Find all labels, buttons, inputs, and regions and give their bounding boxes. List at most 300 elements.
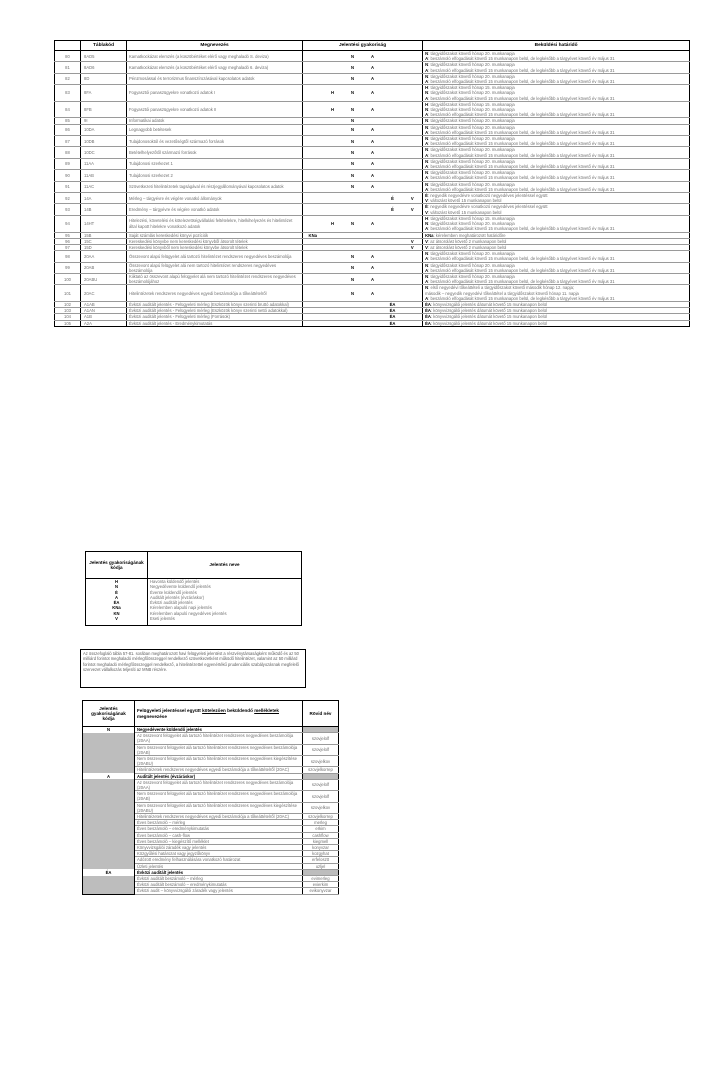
legend-name: Kérelemben alapuló negyedéves jelentés [150,610,227,616]
header-deadline: Beküldési határidő [423,41,690,51]
frequency-cell [303,193,323,204]
frequency-cell [303,124,323,135]
deadline-line [425,198,687,203]
attachment-code: A [83,773,135,779]
table-code: 11AC [81,181,127,192]
table-code: 11AB [81,170,127,181]
frequency-cell [383,170,403,181]
header-frequency: Jelentési gyakoriság [303,41,423,51]
deadline-code: V [425,244,428,250]
deadline-cell [423,136,690,147]
legend-spacer-row [86,621,302,625]
attachment-description: Nem összevont felügyelet alá tartozó hitelintézet rendszeres negyedéves beszámolója (20AB) [135,791,303,802]
deadline-code: ÉA [425,314,431,320]
frequency-cell: H [323,85,343,102]
deadline-separator: : [430,314,434,320]
attachment-description: Könyvvizsgálói záradék vagy jelentés [135,845,303,851]
attachment-description: Évközi audit – könyvvizsgálói záradék vagy jelentés [135,888,303,894]
attachment-short-name: szovjelkov [303,756,339,767]
frequency-cell [383,51,403,62]
deadline-text: beszámoló elfogadását követő 15 munkanapon belül, de legkésőbb a tárgyévet követő év május 31 [430,256,615,262]
frequency-cell [323,51,343,62]
deadline-text: beszámoló elfogadását követő 15 munkanapon belül, de legkésőbb a tárgyévet követő év május 31 [430,175,615,181]
deadline-separator: : [427,209,431,215]
deadline-separator: : [428,112,431,118]
attachment-code [83,888,135,894]
deadline-text: könyvvizsgálói jelentés dátumát követő 15 munkanapon belül [433,308,547,314]
deadline-line [425,308,687,313]
attachment-description: Hitelintézetek rendszeres negyedéves egyedi beszámolója a tőkeáttételről (20AC) [135,814,303,820]
frequency-cell [303,251,323,262]
deadline-text: második – negyedik negyedévi tőkeáttétel a tárgyidőszakot követő hónap 11. napja [425,290,579,296]
deadline-separator: : [433,232,436,238]
legend-name: Kérelemben alapuló napi jelentés [150,605,212,611]
deadline-text: beszámoló elfogadását követő 15 munkanapon belül, de legkésőbb a tárgyévet követő év május 31 [430,279,615,285]
frequency-cell [323,251,343,262]
attachment-short-name: evikonyvzar [303,888,339,894]
attachment-description: Negyedévente küldendő jelentés [135,727,303,733]
legend-code: A [86,595,148,600]
deadline-code: A [425,141,429,147]
deadline-text: beszámoló elfogadását követő 15 munkanapon belül, de legkésőbb a tárgyévet követő év május 31 [430,112,615,118]
table-code: 14B [81,204,127,215]
table-name: Betételhelyezőtől származó források [127,147,303,158]
frequency-cell: ÉA [383,314,403,320]
deadline-code: A [425,95,429,101]
frequency-cell: A [363,262,383,273]
frequency-cell [303,136,323,147]
attachment-short-name: evierkim [303,882,339,888]
attachment-short-name: szovjelolf [303,733,339,744]
frequency-cell [383,124,403,135]
frequency-cell [323,170,343,181]
attachment-description: Éves beszámoló – kiegészítő melléklet [135,838,303,844]
deadline-cell [423,101,690,118]
deadline-text: beszámoló elfogadását követő 15 munkanapon belül, de legkésőbb a tárgyévet követő év május 31 [430,295,615,301]
attachment-description: Nem összevont felügyelet alá tartozó hitelintézet rendszeres negyedéves kiegészítése (20ABU) [135,756,303,767]
deadline-separator: : [428,170,431,176]
attachment-row [83,744,339,755]
attachment-description: Közgyűlési határozat vagy jegyzőkönyv [135,851,303,857]
deadline-separator: : [428,85,431,91]
table-name: Szövetkezeti hitelintézetek tagságával és részjegyállományával kapcsolatos adatok [127,181,303,192]
attachment-description: Auditált jelentés (évzáráskor) [135,773,303,779]
deadline-separator: : [428,107,431,113]
frequency-cell: ÉA [383,308,403,314]
row-number: 98 [55,251,81,262]
deadline-line [425,112,687,117]
table-row [55,285,690,302]
deadline-code: A [425,256,429,262]
frequency-cell [383,101,403,118]
frequency-cell [403,285,423,302]
deadline-separator: : [428,267,431,273]
frequency-cell [403,51,423,62]
legend-code: N [86,584,148,589]
deadline-cell [423,124,690,135]
frequency-cell: ÉA [383,301,403,307]
frequency-cell: A [363,170,383,181]
attachment-short-name: erfelosztt [303,857,339,863]
frequency-cell [323,204,343,215]
deadline-text: beszámoló elfogadását követő 15 munkanapon belül, de legkésőbb a tárgyévet követő év május 31 [430,186,615,192]
table-code: 15D [81,244,127,250]
deadline-text: tárgyidőszakot követő hónap 20. munkanapja [430,62,515,68]
table-name: Összevont alapú felügyelet alá tartozó hitelintézet rendszeres negyedéves beszámolója [127,251,303,262]
frequency-cell [383,62,403,73]
deadline-line [425,118,687,123]
attachment-short-name: erkim [303,826,339,832]
legend-spacer-cell [148,621,302,625]
deadline-separator: : [428,164,431,170]
frequency-cell: N [343,147,363,158]
frequency-cell [383,181,403,192]
table-row [55,181,690,192]
deadline-code: A [425,186,429,192]
deadline-separator: : [428,226,431,232]
deadline-text: tárgyidőszakot követő hónap 20. munkanapja [430,90,515,96]
deadline-code: H [425,101,429,107]
frequency-cell: V [403,204,423,215]
frequency-cell: N [343,136,363,147]
attachment-row [83,779,339,790]
deadline-code: É [425,204,428,210]
deadline-text: beszámoló elfogadását követő 15 munkanapon belül, de legkésőbb a tárgyévet követő év május 31 [430,152,615,158]
attachments-code-header: Jelentés gyakoriságának kódja [83,701,135,727]
frequency-cell [303,215,323,232]
deadline-cell [423,73,690,84]
frequency-code-legend [85,551,302,626]
table-header-row [55,41,690,51]
table-row [55,193,690,204]
attachment-description: Éves beszámoló – mérleg [135,820,303,826]
table-row [55,101,690,118]
frequency-cell [303,158,323,169]
attachment-description: Éves beszámoló – eredménykimutatás [135,826,303,832]
deadline-separator: : [428,285,431,291]
frequency-cell: A [363,285,383,302]
deadline-text: tárgyidőszakot követő hónap 20. munkanapja [430,107,515,113]
deadline-cell [423,262,690,273]
row-number: 102 [55,301,81,307]
deadline-code: N [425,273,429,279]
row-number: 92 [55,193,81,204]
table-code: 10DC [81,147,127,158]
table-name: Legnagyobb betétesek [127,124,303,135]
frequency-cell: N [343,101,363,118]
deadline-cell [423,285,690,302]
frequency-cell: ÉA [383,320,403,326]
deadline-separator: : [428,95,431,101]
legend-code-header: Jelentés gyakoriságának kódja [86,552,148,579]
deadline-line [425,164,687,169]
deadline-code: ÉA [425,320,431,326]
table-code: 20AB [81,262,127,273]
deadline-code: A [425,56,429,62]
frequency-cell [343,204,363,215]
attachment-short-name: evimerleg [303,876,339,882]
row-number: 95 [55,232,81,238]
frequency-cell: A [363,181,383,192]
deadline-cell [423,85,690,102]
deadline-code: N [425,158,429,164]
table-code: 10DA [81,124,127,135]
deadline-line [425,56,687,61]
table-row [55,85,690,102]
attachment-row [83,888,339,894]
frequency-cell [303,320,323,326]
deadline-code: A [425,112,429,118]
frequency-cell [403,73,423,84]
table-row [55,204,690,215]
legend-header-row [86,552,302,579]
row-number: 85 [55,118,81,124]
row-number: 80 [55,51,81,62]
deadline-code: V [425,209,428,215]
table-name: Hitelezési, követelési és kötelezettségvállalási feltételekre, hitelkihelyezés és hitelintézet által kapott hitelekre vonatkozó adatok [127,215,303,232]
legend-name: Auditált jelentés (évzáráskor) [150,594,204,600]
deadline-text: tárgyidőszakot követő hónap 20. munkanapja [430,221,515,227]
table-name: Hitelintézetek rendszeres negyedéves egyedi beszámolója a tőkeáttételről [127,285,303,302]
deadline-cell [423,273,690,284]
frequency-cell [363,320,383,326]
row-number: 99 [55,262,81,273]
deadline-separator: : [428,136,431,142]
attachment-description: Hitelintézetek rendszeres negyedéves egyedi beszámolója a tőkeáttételről (20AC) [135,767,303,773]
frequency-cell: V [403,238,423,244]
frequency-cell: N [343,273,363,284]
deadline-separator: : [428,62,431,68]
table-row [55,215,690,232]
frequency-cell [403,215,423,232]
frequency-cell: N [343,251,363,262]
table-row [55,73,690,84]
deadline-text: kérelemben meghatározott határidőre [435,232,506,238]
deadline-text: negyedik negyedévre vonatkozó negyedéves jelentéssel együtt [430,193,548,199]
header-table-code: Táblakód [81,41,127,51]
deadline-cell [423,320,690,326]
deadline-line [425,268,687,273]
frequency-cell [403,262,423,273]
deadline-separator: : [428,221,431,227]
deadline-separator: : [428,152,431,158]
frequency-cell: N [343,51,363,62]
deadline-separator: : [428,295,431,301]
deadline-line [425,245,687,250]
deadline-code: A [425,129,429,135]
deadline-text: tárgyidőszakot követő hónap 20. munkanapja [430,136,515,142]
table-code: 11AA [81,158,127,169]
frequency-cell [403,124,423,135]
frequency-cell [403,181,423,192]
attachment-short-name: szovjelolf [303,779,339,790]
table-row [55,320,690,326]
attachments-short-header: Rövid név [303,701,339,727]
deadline-code: A [425,226,429,232]
deadline-separator: : [428,101,431,107]
table-code: A1AB [81,301,127,307]
attachment-short-name: cashflow [303,832,339,838]
deadline-text: beszámoló elfogadását követő 15 munkanapon belül, de legkésőbb a tárgyévet követő év május 31 [430,79,615,85]
attachment-description: Adózott eredmény felhasználására vonatkozó határozat [135,857,303,863]
frequency-cell [403,136,423,147]
deadline-text: tárgyidőszakot követő hónap 20. munkanapja [430,251,515,257]
deadline-separator: : [430,301,434,307]
frequency-cell [303,285,323,302]
table-name: Évközi auditált jelentés - Felügyeleti mérleg (Források) [127,314,303,320]
deadline-text: tárgyidőszakot követő hónap 20. munkanapja [430,158,515,164]
deadline-separator: : [427,198,431,204]
attachment-row [83,733,339,744]
frequency-cell [383,158,403,169]
reporting-schedule-table [54,40,690,327]
frequency-cell [383,215,403,232]
frequency-cell: A [363,62,383,73]
table-row [55,251,690,262]
deadline-code: N [425,251,429,257]
table-row [55,158,690,169]
attachment-code [83,779,135,790]
row-number: 90 [55,170,81,181]
frequency-cell [323,320,343,326]
table-name: Tulajdonosoktól és vezetőségtől származó források [127,136,303,147]
frequency-cell [383,251,403,262]
deadline-separator: : [428,79,431,85]
deadline-code: A [425,267,429,273]
deadline-code: V [425,238,428,244]
deadline-code: A [425,279,429,285]
deadline-cell [423,251,690,262]
deadline-code: N [425,136,429,142]
attachment-short-name: szovjelkov [303,802,339,813]
table-name: Kereskedési könyvbe nem kereskedési könyvből átsorolt tételek [127,238,303,244]
table-code: A2A [81,320,127,326]
deadline-separator: : [427,204,431,210]
deadline-cell [423,170,690,181]
legend-code: V [86,616,148,621]
deadline-text: változást követő 15 munkanapon belül [430,209,502,215]
frequency-cell [383,147,403,158]
deadline-text: negyedik negyedévre vonatkozó negyedéves jelentéssel együtt [430,204,548,210]
row-number: 94 [55,215,81,232]
attachment-code [83,756,135,767]
legend-name: Havonta küldendő jelentés [150,579,200,584]
legend-name: Évente küldendő jelentés [150,589,197,595]
deadline-cell [423,158,690,169]
deadline-line [425,68,687,73]
frequency-cell: N [343,85,363,102]
frequency-cell: A [363,273,383,284]
frequency-cell [403,62,423,73]
table-name: Fogyasztói panaszügyekre vonatkozó adatok II [127,101,303,118]
deadline-separator: : [428,147,431,153]
deadline-separator: : [427,238,431,244]
deadline-separator: : [427,244,431,250]
legend-code: KN [86,611,148,616]
deadline-cell [423,215,690,232]
frequency-cell [403,251,423,262]
frequency-cell: N [343,62,363,73]
table-name: Fogyasztói panaszügyekre vonatkozó adatok I [127,85,303,102]
table-code: 14HT [81,215,127,232]
frequency-cell [303,181,323,192]
deadline-text: könyvvizsgálói jelentés dátumát követő 15 munkanapon belül [433,301,547,307]
table-name: Évközi auditált jelentés - Felügyeleti mérleg (Eszközök könyv szerinti nettó adatokkal) [127,308,303,314]
deadline-line [425,239,687,244]
deadline-line [425,187,687,192]
deadline-separator: : [428,262,431,268]
deadline-code: N [425,118,429,124]
frequency-cell: N [343,262,363,273]
table-row [55,170,690,181]
deadline-code: A [425,175,429,181]
attachment-description: Éves beszámoló – cash-flow [135,832,303,838]
legend-name-header: Jelentés neve [148,552,302,579]
row-number: 103 [55,308,81,314]
frequency-cell [403,320,423,326]
frequency-cell: É [383,193,403,204]
deadline-cell [423,193,690,204]
legend-code: KNa [86,605,148,610]
table-row [55,124,690,135]
frequency-cell [303,273,323,284]
attachment-code: ÉA [83,869,135,875]
deadline-text: tárgyidőszakot követő hónap 20. munkanapja [430,118,515,124]
table-code: 15B [81,232,127,238]
deadline-code: A [425,67,429,73]
table-code: 8D [81,73,127,84]
deadline-line [425,256,687,261]
deadline-separator: : [428,56,431,62]
deadline-line [425,96,687,101]
frequency-cell [323,124,343,135]
note-box: Az összefoglaló tábla 57-81. sorában meghatározott havi felügyeleti jelentést a részvénytársaságként működő és az 50 milliárd forintot meghaladó mérlegfőösszeggel rendelkező szövetkezetként működő hitelintézet, valamint az 50 milliárd forintot meghaladó mérlegfőösszeggel rendelkező, a hitelintézettel egyenértékű prudenciális szabályozásnak megfelelő szervezet vállalkozás teljesíti az MNB részére. [80,649,306,688]
frequency-cell [323,273,343,284]
frequency-cell [383,273,403,284]
frequency-cell [383,85,403,102]
row-number: 86 [55,124,81,135]
table-name: Pénzmosással és terrorizmus finanszírozásával kapcsolatos adatok [127,73,303,84]
frequency-cell: V [403,244,423,250]
legend-code: ÉA [86,600,148,605]
deadline-cell [423,62,690,73]
row-number: 96 [55,238,81,244]
deadline-text: tárgyidőszakot követő hónap 15. munkanapja [430,215,515,221]
row-number: 101 [55,285,81,302]
deadline-separator: : [427,193,431,199]
table-row [55,136,690,147]
table-code: 8AD5 [81,51,127,62]
table-row [55,262,690,273]
attachment-description: Az összevont felügyelet alá tartozó hitelintézet rendszeres negyedéves beszámolója (20AA) [135,779,303,790]
deadline-cell [423,51,690,62]
legend-name: Évközi auditált jelentés [150,600,193,606]
row-number: 82 [55,73,81,84]
attachment-row [83,791,339,802]
table-name: Kereskedési könyvből nem kereskedési könyvbe átsorolt tételek [127,244,303,250]
frequency-cell: A [363,251,383,262]
frequency-cell: N [343,215,363,232]
deadline-separator: : [428,118,431,124]
deadline-text: tárgyidőszakot követő hónap 20. munkanapja [430,170,515,176]
frequency-cell [323,181,343,192]
table-row [55,51,690,62]
frequency-cell: É [383,204,403,215]
table-name: Kamatkockázat elemzés (a küszöbértéket elérő vagy meghaladó 6. deviza) [127,62,303,73]
deadline-separator: : [430,308,434,314]
deadline-text: beszámoló elfogadását követő 15 munkanapon belül, de legkésőbb a tárgyévet követő év május 31 [430,95,615,101]
frequency-cell: N [343,73,363,84]
